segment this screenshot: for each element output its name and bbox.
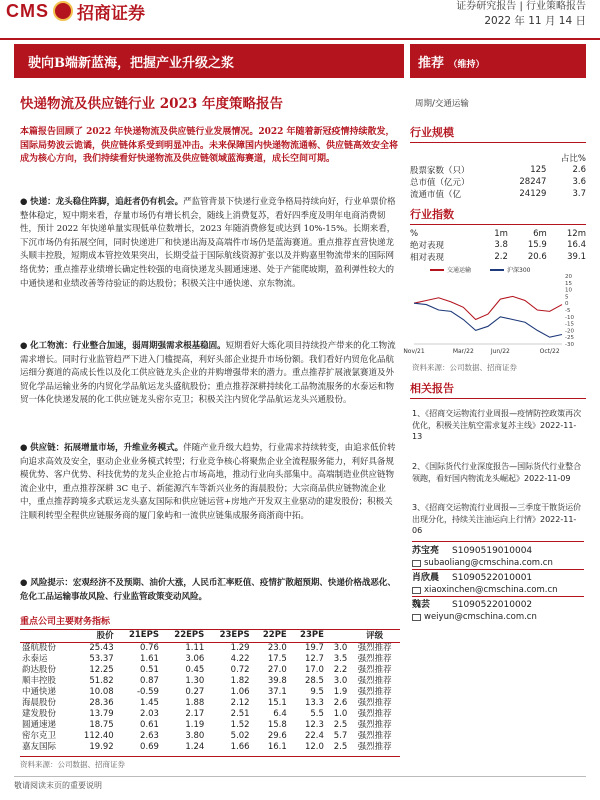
table-cell: 1.29: [230, 643, 250, 653]
index-performance-table: [410, 228, 586, 263]
table-cell: 28.36: [89, 698, 114, 708]
table-cell: 13.79: [89, 709, 114, 719]
table-cell: 嘉友国际: [22, 742, 57, 752]
analyst-name: 苏宝亮: [412, 546, 440, 556]
col-header: [20, 628, 71, 643]
related-report-link[interactable]: 3、《招商交运物流行业周报—三季度干散货运价出现分化，持续关注油运向上行情》2022-11-06: [412, 503, 582, 535]
perf-header: 1m: [494, 228, 508, 239]
table-cell: 建发股份: [22, 709, 57, 719]
analyst-entry: [412, 572, 584, 596]
table-source: 资料来源：公司数据、招商证券: [20, 756, 400, 770]
table-cell: 强烈推荐: [357, 654, 392, 664]
scale-cell: 2.6: [572, 165, 586, 175]
table-cell: 22.4: [304, 731, 324, 741]
col-header: [326, 628, 349, 643]
table-row: [20, 698, 400, 709]
perf-cell: 相对表现: [410, 253, 445, 263]
table-cell: 51.82: [89, 676, 114, 686]
table-cell: 2.03: [140, 709, 159, 719]
table-cell: 5.02: [230, 731, 250, 741]
table-cell: 37.1: [267, 687, 287, 697]
analyst-entry: [412, 599, 584, 623]
bullet-body: 短期看好大炼化项目持续投产带来的化工物流需求增长。同时行业监管趋严下进入门槛提高，利好头部企业提升市场份额。我们看好内贸危化品航运细分赛道的高成长性以及化工供应链龙头企业的并购增强带来的潜力。重点推荐扩展液氯赛道及外贸化学品运输业务的内贸化学品航运龙头盛航股份；重点推荐深耕持续化工品物流服务的水泰运和物贸一体化快递发展的化工供应链龙头密尔克卫；积极关注内贸化学品航运龙头兴通股份。: [20, 341, 396, 406]
table-cell: 密尔克卫: [22, 731, 57, 741]
table-row: [20, 742, 400, 753]
table-cell: 25.43: [89, 643, 114, 653]
table-cell: 0.72: [230, 665, 250, 675]
scale-table: [410, 152, 586, 200]
table-cell: 9.5: [310, 687, 324, 697]
y-tick-label: 10: [565, 287, 572, 294]
y-tick-label: 20: [565, 274, 572, 280]
legend-label: 沪深300: [507, 267, 531, 274]
analyst-entry: [412, 545, 584, 569]
header-meta: [456, 0, 586, 28]
col-header: 23PE: [289, 628, 326, 643]
chart-source: 资料来源：公司数据、招商证券: [412, 363, 517, 372]
scale-cell: 股票家数（只）: [410, 166, 470, 176]
scale-cell: 125: [530, 165, 547, 175]
table-cell: 17.0: [304, 665, 324, 675]
related-report-link[interactable]: 2、《国际货代行业深度报告—国际货代行业整合领跑，看好国内物流龙头崛起》2022-11-09: [412, 462, 582, 483]
bullet-body: 伴随产业升级大趋势，行业需求持续转变，由追求低价转向追求高效及安全，驱动企业业务模式转型；行业竞争核心将聚焦企业全流程服务能力，利好具备规模优势、客户优势、科技优势的龙头企业抢占市场高地，推动行业向头部集中。高端制造业供应链物流企业中，重点推荐深耕 3C 电子、新能源汽车等新兴业务的海晨股份；大宗商品供应链物流企业中，重点推荐跨境多式联运龙头嘉友国际和供应链运营+房地产开发双主业驱动的建发股份；积极关注顺利转型全程供应链服务商的厦门象屿和一流供应链集成服务商浙商中拓。: [20, 443, 396, 521]
analyst-email[interactable]: xiaoxinchen@cmschina.com.cn: [424, 585, 558, 595]
table-cell: 海晨股份: [22, 698, 57, 708]
perf-cell: 绝对表现: [410, 241, 445, 251]
analyst-divider: [412, 569, 584, 570]
email-icon: [412, 587, 421, 594]
scale-cell: 24129: [519, 189, 547, 199]
table-cell: -0.59: [136, 687, 159, 697]
table-cell: 18.75: [89, 720, 114, 730]
analyst-email[interactable]: weiyun@cmschina.com.cn: [424, 612, 537, 622]
col-header: 评级: [349, 628, 400, 643]
scale-cell: 28247: [519, 177, 547, 187]
table-cell: 2.6: [333, 698, 348, 708]
table-cell: 1.52: [230, 720, 250, 730]
perf-header: 6m: [533, 228, 547, 239]
scale-header: 占比%: [560, 154, 586, 164]
y-tick-label: 15: [565, 280, 572, 287]
analyst-divider: [412, 541, 584, 542]
index-heading: 行业指数: [410, 206, 586, 225]
table-cell: 0.87: [140, 676, 159, 686]
logo-cn: 招商证券: [77, 3, 145, 24]
y-tick-label: -15: [565, 321, 574, 328]
bullet-lead: 风险提示：: [30, 578, 73, 588]
bullet-chemical: ● 化工物流：行业整合加速，弱周期强需求根基稳固。短期看好大炼化项目持续投产带来的化工物流需求增长。同时行业监管趋严下进入门槛提高，利好头部企业提升市场份额。我们看好内贸危化品航运细分赛道的高成长性以及化工供应链龙头企业的并购增强带来的潜力。重点推荐扩展液氯赛道及外贸化学品运输业务的内贸化学品航运龙头盛航股份；重点推荐深耕持续化工品物流服务的水泰运和物贸一体化快递发展的化工供应链龙头密尔克卫；积极关注内贸化学品航运龙头兴通股份。: [20, 341, 396, 406]
table-cell: 2.2: [333, 665, 348, 675]
table-cell: 2.5: [333, 742, 348, 752]
table-cell: 强烈推荐: [357, 742, 392, 752]
y-tick-label: -20: [565, 328, 574, 335]
bullet-supply-chain: ● 供应链：拓展增量市场，升维业务模式。伴随产业升级大趋势，行业需求持续转变，由追求低价转向追求高效及安全，驱动企业业务模式转型；行业竞争核心将聚焦企业全流程服务能力，利好具备规模优势、客户优势、科技优势的龙头企业抢占市场高地，推动行业向头部集中。高端制造业供应链物流企业中，重点推荐深耕 3C 电子、新能源汽车等新兴业务的海晨股份；大宗商品供应链物流企业中，重点推荐跨境多式联运龙头嘉友国际和供应链运营+房地产开发双主业驱动的建发股份；积极关注顺利转型全程供应链服务商的厦门象屿和一流供应链集成服务商浙商中拓。: [20, 443, 396, 521]
table-cell: 2.12: [230, 698, 250, 708]
table-cell: 中通快递: [22, 687, 57, 697]
related-reports-heading: 相关报告: [410, 380, 586, 399]
table-cell: 28.5: [304, 676, 324, 686]
footer-note: 敬请阅读末页的重要说明: [14, 781, 102, 790]
table-cell: 强烈推荐: [357, 687, 392, 697]
analyst-id: S1090522010002: [452, 600, 533, 610]
perf-cell: 15.9: [527, 240, 547, 250]
perf-row: [410, 239, 586, 251]
analyst-name: 肖欣晨: [412, 573, 440, 583]
table-cell: 0.45: [185, 665, 205, 675]
x-tick-label: Jun/22: [490, 348, 510, 355]
scale-row: [410, 164, 586, 176]
table-cell: 3.80: [185, 731, 205, 741]
table-cell: 53.37: [89, 654, 114, 664]
table-row: [20, 720, 400, 731]
industry-label: 周期/交通运输: [415, 99, 469, 109]
related-report-link[interactable]: 1、《招商交运物流行业周报—疫情防控政策再次优化，积极关注航空需求复苏主线》2022-11-13: [412, 409, 582, 441]
perf-header: 12m: [566, 228, 586, 239]
scale-cell: 流通市值（亿: [410, 190, 462, 200]
table-cell: 1.66: [230, 742, 250, 752]
table-cell: 强烈推荐: [357, 643, 392, 653]
x-tick-label: Mar/22: [452, 348, 474, 355]
y-tick-label: -25: [565, 335, 574, 342]
table-row: [20, 654, 400, 665]
table-cell: 强烈推荐: [357, 709, 392, 719]
table-cell: 39.8: [267, 676, 287, 686]
scale-header: [504, 152, 547, 164]
table-cell: 圆通速递: [22, 720, 57, 730]
table-row: [20, 687, 400, 698]
table-cell: 1.0: [333, 709, 348, 719]
email-icon: [412, 560, 421, 567]
table-cell: 1.06: [230, 687, 250, 697]
y-tick-label: -5: [565, 308, 571, 314]
table-cell: 1.9: [333, 687, 348, 697]
analyst-name: 魏芸: [412, 600, 431, 610]
table-cell: 1.45: [140, 698, 159, 708]
perf-cell: 16.4: [567, 240, 586, 250]
table-cell: 12.0: [304, 742, 324, 752]
bullet-lead: 快递：龙头稳住阵脚，追赶者仍有机会。: [30, 197, 184, 207]
scale-header: [410, 152, 504, 164]
table-cell: 1.82: [230, 676, 250, 686]
table-row: [20, 643, 400, 655]
table-cell: 强烈推荐: [357, 665, 392, 675]
table-cell: 17.5: [267, 654, 287, 664]
table-cell: 3.0: [333, 643, 348, 653]
table-row: [20, 676, 400, 687]
table-cell: 韵达股份: [22, 665, 57, 675]
y-tick-label: 0: [565, 301, 569, 308]
table-cell: 0.27: [185, 687, 205, 697]
scale-row: [410, 176, 586, 188]
x-tick-label: Oct/22: [539, 348, 560, 355]
col-header: 23EPS: [206, 628, 251, 643]
bullet-body: 严监管背景下快递行业竞争格局持续向好，行业单票价格整体稳定，短中期来看，存量市场仍有增长机会，随线上消费复苏，看好四季度及明年电商消费韧性，预计 2022 年快递单量实现低单位数增长，2023 年随消费修复或达到 10%-15%。长期来看，下沉市场仍有拓展空间，同时快递进厂和快递出海及高端件市场仍是蓝海赛道。重点推荐直营快递龙头顺丰控股，短期成本管控效果突出，长期受益于国际航线资源扩张以及并购嘉里物流带来的国际网络优势；重点推荐业绩增长确定性较强的电商快递龙头圆通速递、处于产能爬坡期，盈利弹性较大的中通快递和业绩改善等待验证的韵达股份；积极关注中通快递、京东物流。: [20, 197, 396, 289]
analyst-divider: [412, 596, 584, 597]
table-cell: 112.40: [83, 731, 114, 741]
col-header: 21EPS: [116, 628, 161, 643]
table-cell: 2.17: [185, 709, 205, 719]
col-header: 22PE: [252, 628, 289, 643]
index-line-chart: [403, 264, 586, 360]
table-cell: 10.08: [89, 687, 114, 697]
table-cell: 4.22: [230, 654, 250, 664]
col-header: 22EPS: [161, 628, 206, 643]
series-line-0: [414, 296, 562, 319]
table-cell: 1.11: [185, 643, 205, 653]
report-date: 2022 年 11 月 14 日: [484, 15, 586, 27]
perf-cell: 3.8: [494, 240, 508, 250]
report-banner: 驶向B端新蓝海，把握产业升级之浆: [14, 44, 404, 78]
perf-cell: 2.2: [494, 252, 508, 262]
bullet-lead: 供应链：拓展增量市场，升维业务模式。: [30, 443, 184, 453]
email-icon: [412, 614, 421, 621]
table-cell: 1.61: [140, 654, 159, 664]
perf-cell: 20.6: [527, 252, 547, 262]
y-tick-label: 5: [565, 294, 569, 301]
table-cell: 12.3: [304, 720, 324, 730]
table-cell: 永泰运: [22, 654, 48, 664]
financial-table: [20, 628, 400, 753]
table-cell: 强烈推荐: [357, 731, 392, 741]
table-cell: 3.06: [185, 654, 205, 664]
scale-cell: 3.6: [572, 177, 586, 187]
table-cell: 2.5: [333, 720, 348, 730]
report-type: 证券研究报告 | 行业策略报告: [456, 1, 586, 12]
table-cell: 1.24: [185, 742, 205, 752]
table-cell: 强烈推荐: [357, 720, 392, 730]
scale-cell: 总市值（亿元）: [410, 178, 470, 188]
logo-en: CMS: [6, 0, 49, 21]
rating-box: [410, 44, 586, 78]
table-cell: 1.88: [185, 698, 205, 708]
table-cell: 顺丰控股: [22, 676, 57, 686]
x-tick-label: Nov/21: [403, 348, 425, 355]
table-cell: 强烈推荐: [357, 698, 392, 708]
table-cell: 13.3: [304, 698, 324, 708]
analyst-email[interactable]: subaoliang@cmschina.com.cn: [424, 558, 553, 568]
report-title: 快递物流及供应链行业 2023 年度策略报告: [20, 96, 283, 112]
table-cell: 0.51: [140, 665, 159, 675]
bullet-express: ● 快递：龙头稳住阵脚，追赶者仍有机会。严监管背景下快递行业竞争格局持续向好，行业单票价格整体稳定，短中期来看，存量市场仍有增长机会，随线上消费复苏，看好四季度及明年电商消费韧性，预计 2022 年快递单量实现低单位数增长，2023 年随消费修复或达到 10%-15%。长期来看，下沉市场仍有拓展空间，同时快递进厂和快递出海及高端件市场仍是蓝海赛道。重点推荐直营快递龙头顺丰控股，短期成本管控效果突出，长期受益于国际航线资源扩张以及并购嘉里物流带来的国际网络优势；重点推荐业绩增长确定性较强的电商快递龙头圆通速递、处于产能爬坡期，盈利弹性较大的中通快递和业绩改善等待验证的韵达股份；积极关注中通快递、京东物流。: [20, 197, 396, 289]
company-logo: [6, 0, 216, 22]
bullet-risk: ● 风险提示：宏观经济不及预期、油价大涨，人民币汇率贬值、疫情扩散超预期、快递价格战恶化、危化工品运输事故风险、行业监管政策变动风险。: [20, 578, 396, 602]
y-tick-label: -10: [565, 314, 574, 321]
scale-cell: 3.7: [572, 189, 586, 199]
rating-sub: （维持）: [448, 60, 485, 70]
table-cell: 5.7: [333, 731, 348, 741]
analyst-id: S1090522010001: [452, 573, 533, 583]
table-cell: 15.1: [267, 698, 287, 708]
y-tick-label: -30: [565, 342, 574, 348]
financial-table-title: 重点公司主要财务指标: [20, 614, 400, 630]
table-cell: 16.1: [267, 742, 287, 752]
table-cell: 6.4: [273, 709, 287, 719]
scale-row: [410, 188, 586, 200]
series-line-1: [414, 303, 562, 337]
table-cell: 0.76: [140, 643, 159, 653]
table-cell: 0.61: [140, 720, 159, 730]
table-cell: 盛航股份: [22, 643, 57, 653]
header-divider: [0, 38, 600, 40]
table-cell: 1.30: [185, 676, 205, 686]
perf-cell: 39.1: [567, 252, 586, 262]
table-cell: 2.63: [140, 731, 159, 741]
table-cell: 2.51: [230, 709, 250, 719]
table-cell: 15.8: [267, 720, 287, 730]
table-row: [20, 731, 400, 742]
bullet-body: 宏观经济不及预期、油价大涨，人民币汇率贬值、疫情扩散超预期、快递价格战恶化、危化工品运输事故风险、行业监管政策变动风险。: [20, 578, 396, 602]
table-cell: 12.25: [89, 665, 114, 675]
footer-divider: [14, 776, 586, 777]
logo-badge-icon: [53, 1, 73, 21]
table-cell: 19.7: [304, 643, 324, 653]
col-header: 股价: [71, 628, 116, 643]
perf-header: %: [410, 228, 419, 239]
table-cell: 27.0: [267, 665, 287, 675]
table-cell: 3.5: [333, 654, 348, 664]
bullet-lead: 化工物流：行业整合加速，弱周期强需求根基稳固。: [30, 341, 226, 351]
rating-label: 推荐: [418, 56, 445, 71]
table-cell: 0.69: [140, 742, 159, 752]
table-cell: 3.0: [333, 676, 348, 686]
table-cell: 5.5: [310, 709, 324, 719]
table-cell: 19.92: [89, 742, 114, 752]
table-cell: 强烈推荐: [357, 676, 392, 686]
summary-paragraph: 本篇报告回顾了 2022 年快递物流及供应链行业发展情况。2022 年随着新冠疫情持续散发，国际局势波云诡谲，供应链体系受到明显冲击。未来保障国内快递物流通畅、供应链高效安全将成为核心方向，我们持续看好快递物流及供应链领域蓝海赛道，成长空间可期。: [20, 127, 399, 165]
table-cell: 29.6: [267, 731, 287, 741]
perf-row: [410, 251, 586, 263]
legend-label: 交通运输: [447, 267, 472, 274]
table-row: [20, 665, 400, 676]
table-cell: 23.0: [267, 643, 287, 653]
table-cell: 1.19: [185, 720, 205, 730]
table-cell: 12.7: [304, 654, 324, 664]
scale-heading: 行业规模: [410, 124, 586, 143]
analyst-id: S1090519010004: [452, 546, 533, 556]
table-row: [20, 709, 400, 720]
